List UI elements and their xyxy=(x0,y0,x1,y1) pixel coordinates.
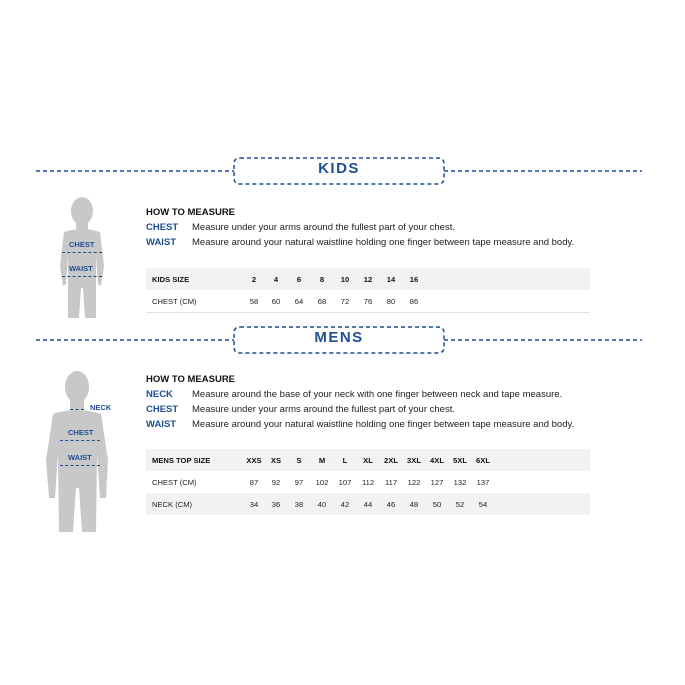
size-cell: 10 xyxy=(340,275,350,284)
size-cell: 8 xyxy=(319,275,325,284)
measure-desc: Measure around your natural waistline holding one finger between tape measure and body. xyxy=(192,237,575,248)
kids-how-to-heading: HOW TO MEASURE xyxy=(146,207,236,218)
row-label: NECK (CM) xyxy=(152,500,193,509)
value-cell: 52 xyxy=(455,500,465,509)
mens-title: MENS xyxy=(314,329,364,346)
value-cell: 68 xyxy=(317,297,327,306)
kids-waist-measure-line xyxy=(62,276,102,277)
size-cell: XL xyxy=(363,456,373,465)
value-cell: 50 xyxy=(432,500,442,509)
mens-neck-measure-line xyxy=(70,409,84,410)
value-cell: 92 xyxy=(271,478,281,487)
measure-desc: Measure under your arms around the fullest part of your chest. xyxy=(192,222,455,233)
mens-figure xyxy=(40,370,115,532)
kids-measure-row-waist xyxy=(146,237,574,248)
value-cell: 40 xyxy=(317,500,327,509)
table-row xyxy=(146,493,590,515)
kids-figure-waist-label: WAIST xyxy=(69,264,93,273)
value-cell: 112 xyxy=(361,478,375,487)
value-cell: 34 xyxy=(249,500,259,509)
size-cell: 5XL xyxy=(453,456,467,465)
size-cell: XS xyxy=(270,456,282,465)
measure-key: NECK xyxy=(146,389,173,400)
row-label: CHEST (CM) xyxy=(152,297,197,306)
size-cell: S xyxy=(296,456,302,465)
mens-measure-row-waist xyxy=(146,419,574,430)
value-cell: 97 xyxy=(294,478,304,487)
mens-chest-measure-line xyxy=(60,440,100,441)
kids-chest-measure-line xyxy=(62,252,102,253)
size-cell: 3XL xyxy=(407,456,421,465)
kids-figure-chest-label: CHEST xyxy=(69,240,95,249)
value-cell: 117 xyxy=(384,478,398,487)
table-bottom-rule xyxy=(146,312,590,313)
table-header-row xyxy=(146,268,590,290)
man-silhouette-icon xyxy=(40,370,115,532)
table-header-label: KIDS SIZE xyxy=(152,275,190,284)
value-cell: 137 xyxy=(476,478,490,487)
size-cell: 6XL xyxy=(476,456,490,465)
value-cell: 42 xyxy=(340,500,350,509)
measure-key: WAIST xyxy=(146,419,177,430)
value-cell: 46 xyxy=(386,500,396,509)
table-row xyxy=(146,471,590,493)
mens-section-divider xyxy=(36,325,642,355)
size-cell: 4 xyxy=(273,275,279,284)
value-cell: 127 xyxy=(430,478,444,487)
table-row xyxy=(146,290,590,312)
kids-section-divider xyxy=(36,156,642,186)
value-cell: 36 xyxy=(271,500,281,509)
size-cell: 6 xyxy=(296,275,302,284)
measure-key: CHEST xyxy=(146,404,179,415)
size-cell: M xyxy=(318,456,326,465)
kids-size-table xyxy=(146,268,590,313)
value-cell: 107 xyxy=(338,478,352,487)
size-cell: 2XL xyxy=(384,456,398,465)
size-cell: L xyxy=(342,456,348,465)
measure-desc: Measure around your natural waistline holding one finger between tape measure and body. xyxy=(192,419,575,430)
measure-desc: Measure under your arms around the fullest part of your chest. xyxy=(192,404,455,415)
measure-key: WAIST xyxy=(146,237,177,248)
value-cell: 58 xyxy=(249,297,259,306)
size-cell: 14 xyxy=(386,275,396,284)
value-cell: 80 xyxy=(386,297,396,306)
value-cell: 60 xyxy=(271,297,281,306)
value-cell: 132 xyxy=(453,478,467,487)
value-cell: 72 xyxy=(340,297,350,306)
mens-figure-neck-label: NECK xyxy=(90,403,112,412)
mens-waist-measure-line xyxy=(60,465,100,466)
kids-figure xyxy=(55,196,110,318)
size-cell: 16 xyxy=(409,275,419,284)
mens-figure-chest-label: CHEST xyxy=(68,428,94,437)
mens-figure-waist-label: WAIST xyxy=(68,453,92,462)
value-cell: 48 xyxy=(409,500,419,509)
mens-measure-row-neck xyxy=(146,389,562,400)
value-cell: 87 xyxy=(249,478,259,487)
size-cell: 12 xyxy=(363,275,373,284)
row-label: CHEST (CM) xyxy=(152,478,197,487)
kids-measure-row-chest xyxy=(146,222,455,233)
value-cell: 76 xyxy=(363,297,373,306)
size-cell: 4XL xyxy=(430,456,444,465)
table-header-row xyxy=(146,449,590,471)
mens-size-table xyxy=(146,449,590,515)
size-cell: 2 xyxy=(251,275,257,284)
mens-measure-row-chest xyxy=(146,404,455,415)
table-header-label: MENS TOP SIZE xyxy=(152,456,211,465)
measure-key: CHEST xyxy=(146,222,179,233)
kids-title: KIDS xyxy=(318,160,360,177)
value-cell: 86 xyxy=(409,297,419,306)
mens-how-to-heading: HOW TO MEASURE xyxy=(146,374,236,385)
value-cell: 102 xyxy=(315,478,329,487)
value-cell: 64 xyxy=(294,297,304,306)
measure-desc: Measure around the base of your neck with one finger between neck and tape measure. xyxy=(192,389,563,400)
value-cell: 54 xyxy=(478,500,488,509)
value-cell: 44 xyxy=(363,500,373,509)
size-cell: XXS xyxy=(246,456,262,465)
value-cell: 38 xyxy=(294,500,304,509)
value-cell: 122 xyxy=(407,478,421,487)
child-silhouette-icon xyxy=(55,196,110,318)
